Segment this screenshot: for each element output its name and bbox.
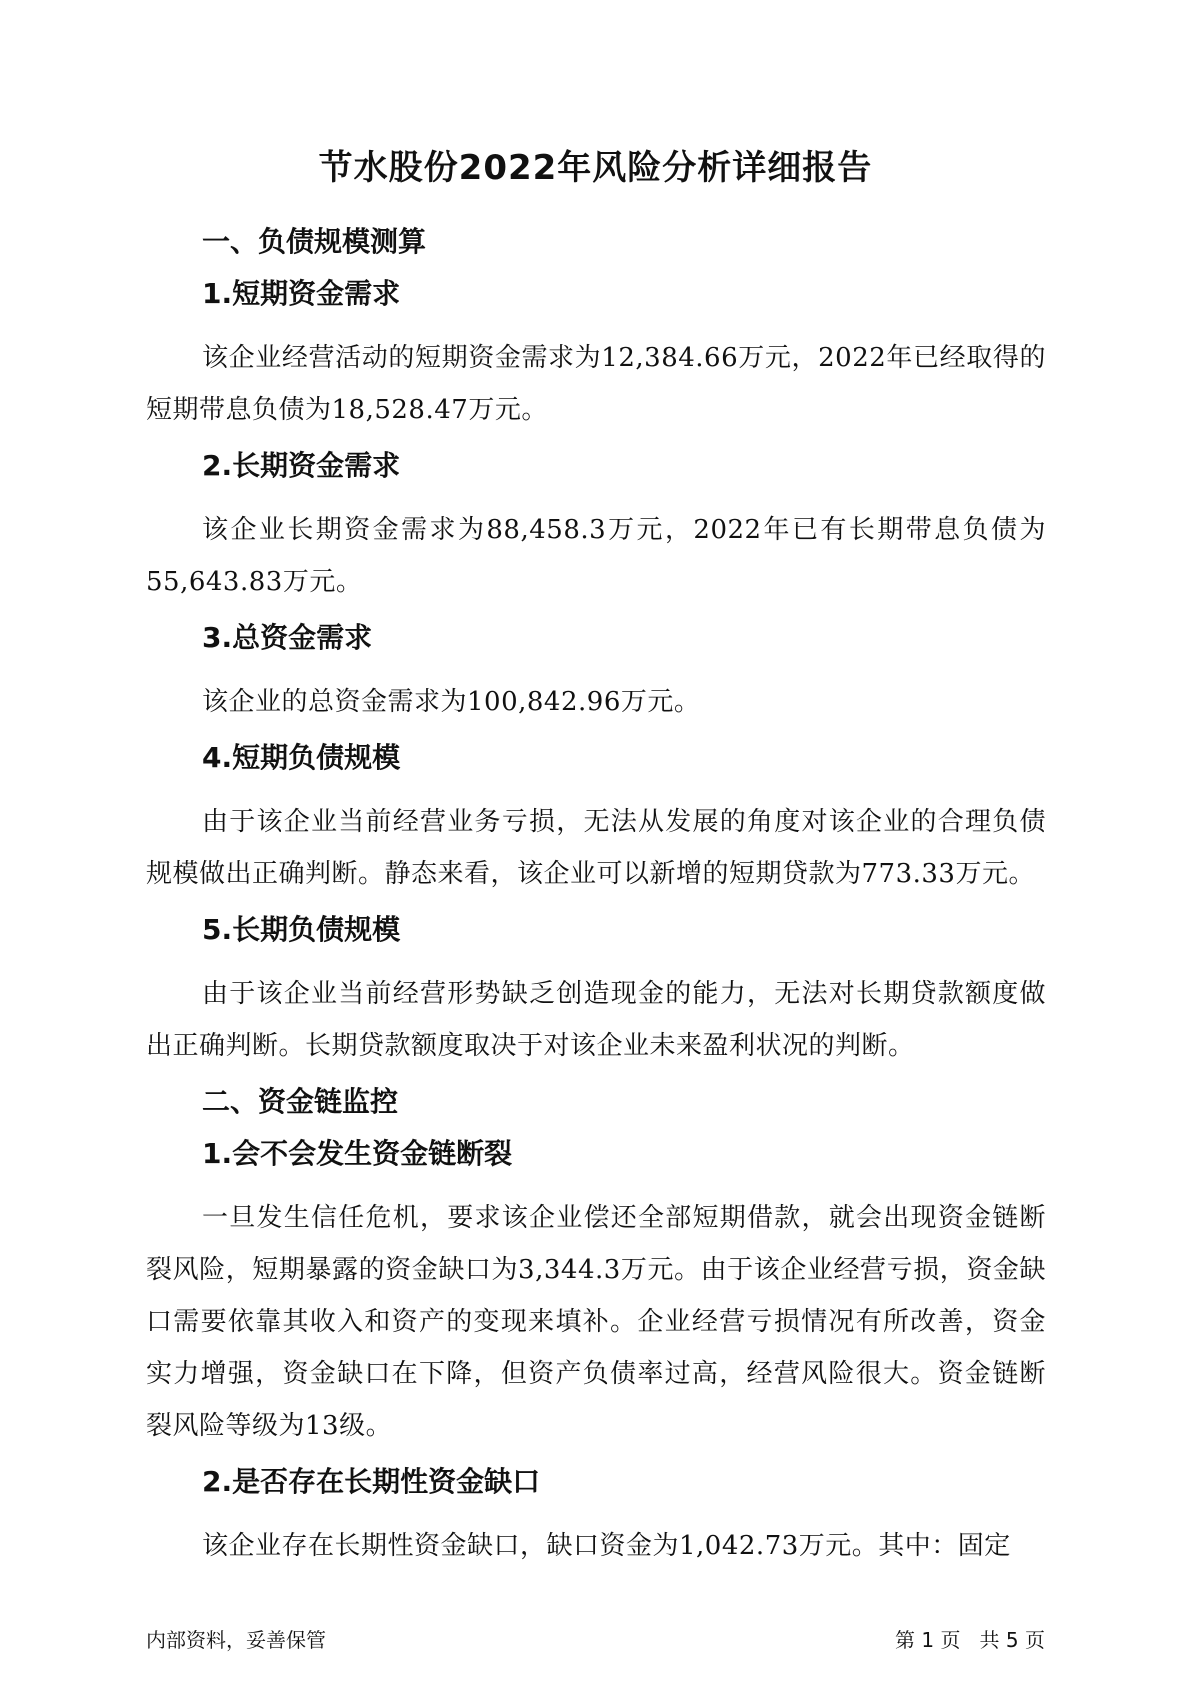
paragraph-short-term-debt-scale: 由于该企业当前经营业务亏损，无法从发展的角度对该企业的合理负债规模做出正确判断。静态来看，该企业可以新增的短期贷款为773.33万元。 (146, 807, 1046, 889)
section-heading-debt-scale: 一、负债规模测算 (202, 225, 427, 258)
footer-confidential-note: 内部资料，妥善保管 (146, 1628, 326, 1652)
section-heading-capital-chain-monitoring: 二、资金链监控 (202, 1085, 399, 1118)
footer-page-number: 第 1 页 共 5 页 (895, 1628, 1045, 1652)
subsection-heading-capital-chain-break: 1.会不会发生资金链断裂 (202, 1137, 513, 1170)
paragraph-long-term-funding-gap: 该企业存在长期性资金缺口，缺口资金为1,042.73万元。其中：固定 (202, 1531, 1011, 1561)
paragraph-long-term-capital-demand: 该企业长期资金需求为88,458.3万元，2022年已有长期带息负债为55,643.83万元。 (146, 515, 1046, 597)
report-body (146, 222, 1046, 1582)
subsection-heading-short-term-debt-scale: 4.短期负债规模 (202, 741, 401, 774)
paragraph-total-capital-demand: 该企业的总资金需求为100,842.96万元。 (202, 687, 701, 717)
subsection-heading-total-capital-demand: 3.总资金需求 (202, 621, 373, 654)
paragraph-capital-chain-break: 一旦发生信任危机，要求该企业偿还全部短期借款，就会出现资金链断裂风险，短期暴露的资金缺口为3,344.3万元。由于该企业经营亏损，资金缺口需要依靠其收入和资产的变现来填补。企业经营亏损情况有所改善，资金实力增强，资金缺口在下降，但资产负债率过高，经营风险很大。资金链断裂风险等级为13级。 (146, 1203, 1046, 1441)
paragraph-long-term-debt-scale: 由于该企业当前经营形势缺乏创造现金的能力，无法对长期贷款额度做出正确判断。长期贷款额度取决于对该企业未来盈利状况的判断。 (146, 979, 1046, 1061)
subsection-heading-long-term-funding-gap: 2.是否存在长期性资金缺口 (202, 1465, 541, 1498)
paragraph-short-term-capital-demand: 该企业经营活动的短期资金需求为12,384.66万元，2022年已经取得的短期带息负债为18,528.47万元。 (146, 343, 1046, 425)
report-title: 节水股份2022年风险分析详细报告 (318, 148, 873, 188)
subsection-heading-short-term-capital-demand: 1.短期资金需求 (202, 277, 401, 310)
subsection-heading-long-term-debt-scale: 5.长期负债规模 (202, 913, 401, 946)
subsection-heading-long-term-capital-demand: 2.长期资金需求 (202, 449, 401, 482)
